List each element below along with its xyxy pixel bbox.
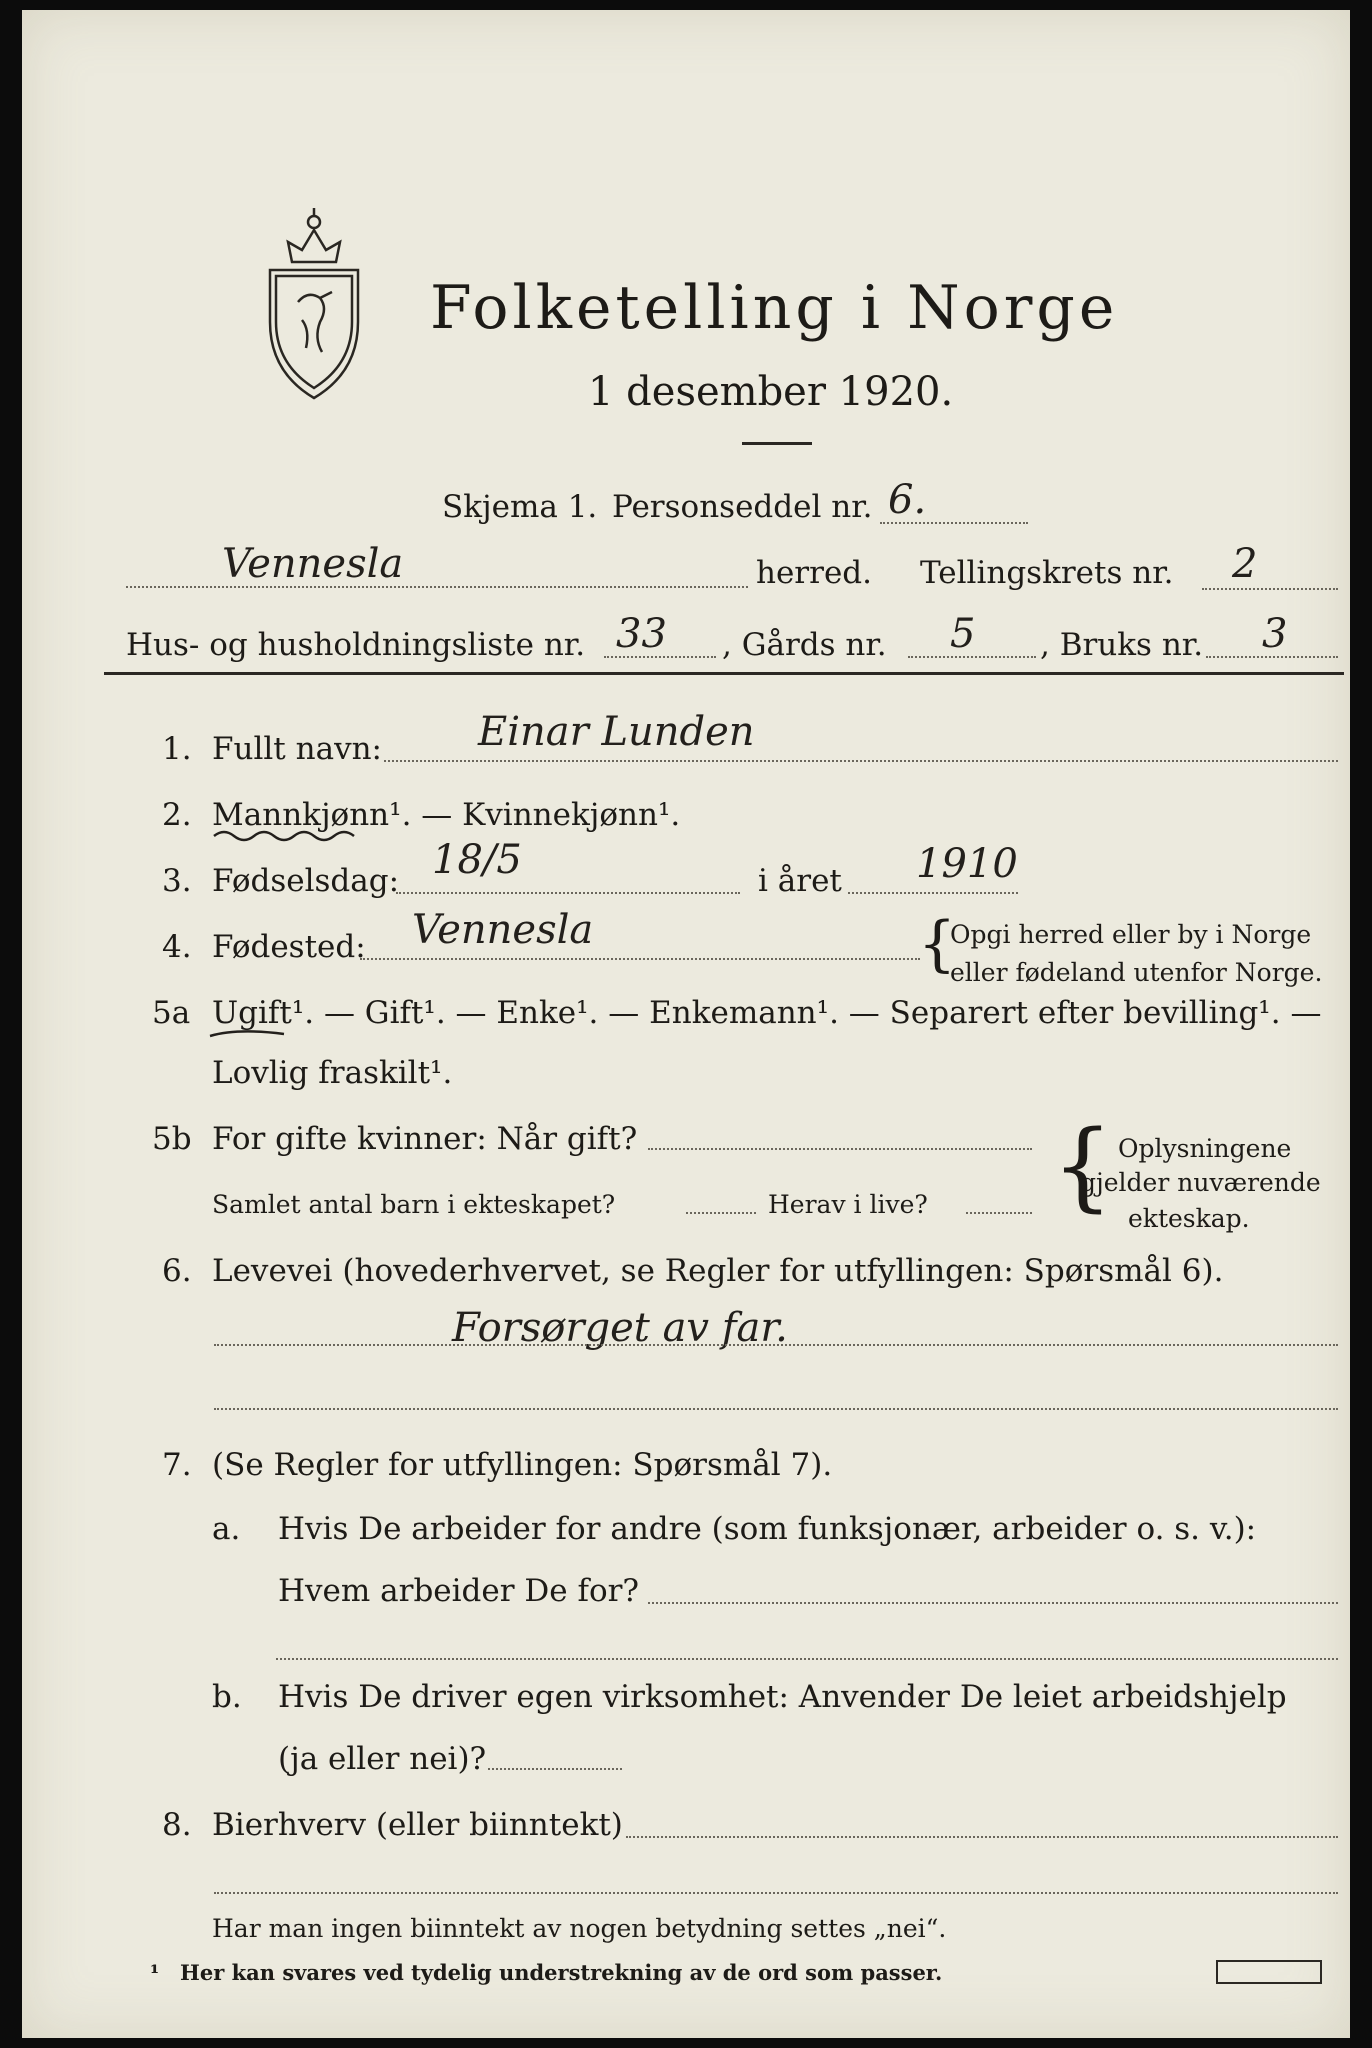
bruks-label: , Bruks nr. [1040, 627, 1204, 663]
q1-line [384, 760, 1338, 762]
q5b-note-line1: Oplysningene [1118, 1134, 1292, 1163]
q2-label: Mannkjønn¹. — Kvinnekjønn¹. [212, 797, 681, 833]
q6-line1 [214, 1344, 1338, 1346]
q7-number: 7. [162, 1447, 192, 1483]
herred-value: Vennesla [222, 541, 404, 587]
hus-value: 33 [616, 611, 667, 657]
q5a-number: 5a [152, 995, 191, 1031]
q6-line2 [214, 1408, 1338, 1410]
q3-label: Fødselsdag: [212, 863, 400, 899]
q5b-label: For gifte kvinner: Når gift? [212, 1121, 638, 1157]
q3-line [396, 892, 740, 894]
q6-label: Levevei (hovederhvervet, se Regler for utfyllingen: Spørsmål 6). [212, 1253, 1224, 1289]
tellingskrets-label: Tellingskrets nr. [920, 555, 1174, 591]
q7b-letter: b. [212, 1679, 242, 1715]
q7b-line [488, 1768, 622, 1770]
form-title: Folketelling i Norge [430, 273, 1119, 343]
hus-label: Hus- og husholdningsliste nr. [126, 627, 586, 663]
q5b-note-line3: ekteskap. [1128, 1204, 1250, 1233]
q7b-label: Hvis De driver egen virksomhet: Anvender De leiet arbeidshjelp [278, 1679, 1287, 1715]
q8-number: 8. [162, 1807, 192, 1843]
q7a-label2: Hvem arbeider De for? [278, 1573, 640, 1609]
q4-brace: { [918, 909, 957, 979]
q5a-label-line2: Lovlig fraskilt¹. [212, 1055, 453, 1091]
census-form [22, 10, 1350, 2038]
q4-value: Vennesla [412, 907, 594, 953]
q5b-note-line2: gjelder nuværende [1080, 1168, 1321, 1197]
q2-number: 2. [162, 797, 192, 833]
q3-number: 3. [162, 863, 192, 899]
q2-underline-mark [212, 828, 362, 844]
q4-line [360, 958, 920, 960]
tellingskrets-value: 2 [1232, 541, 1258, 587]
gards-label: , Gårds nr. [722, 627, 887, 663]
q4-note-line1: Opgi herred eller by i Norge [950, 920, 1312, 949]
q5b-line2 [686, 1212, 756, 1214]
section-divider [104, 672, 1344, 675]
q3-year-line [848, 892, 1018, 894]
q3-value: 18/5 [432, 837, 522, 883]
q5b-brace: { [1052, 1110, 1114, 1222]
skjema-label: Skjema 1. [442, 489, 598, 525]
q5b-line1 [648, 1148, 1032, 1150]
q5a-underline-mark [208, 1026, 288, 1040]
q1-number: 1. [162, 731, 192, 767]
printer-stamp [1216, 1960, 1322, 1984]
q6-value: Forsørget av far. [452, 1305, 788, 1351]
q7-label: (Se Regler for utfyllingen: Spørsmål 7). [212, 1447, 833, 1483]
bruks-line [1206, 656, 1338, 658]
q7a-line2 [276, 1658, 1338, 1660]
q3-year-label: i året [758, 863, 842, 899]
hus-line [604, 656, 716, 658]
form-date: 1 desember 1920. [588, 369, 954, 415]
title-divider [742, 442, 812, 445]
tellingskrets-line [1202, 588, 1338, 590]
personseddel-value: 6. [888, 477, 927, 523]
q1-value: Einar Lunden [478, 709, 755, 755]
personseddel-line [880, 522, 1028, 524]
q5b-number: 5b [152, 1121, 192, 1157]
q7a-letter: a. [212, 1511, 241, 1547]
q7a-line1 [648, 1602, 1338, 1604]
footnote-mark: ¹ [150, 1960, 160, 1985]
coat-of-arms-icon [262, 202, 366, 402]
q8-line2 [214, 1892, 1338, 1894]
personseddel-label: Personseddel nr. [612, 489, 873, 525]
herred-label: herred. [756, 555, 872, 591]
q5b-label3: Herav i live? [768, 1190, 928, 1219]
footer-note: Har man ingen biinntekt av nogen betydning settes „nei“. [212, 1914, 947, 1943]
q4-number: 4. [162, 929, 192, 965]
footnote-text: Her kan svares ved tydelig understrekning av de ord som passer. [180, 1960, 943, 1985]
q8-line1 [626, 1836, 1338, 1838]
q5b-label2: Samlet antal barn i ekteskapet? [212, 1190, 616, 1219]
bruks-value: 3 [1262, 611, 1288, 657]
q5a-label: Ugift¹. — Gift¹. — Enke¹. — Enkemann¹. — Separert efter bevilling¹. — [212, 995, 1322, 1031]
q7b-label2: (ja eller nei)? [278, 1741, 487, 1777]
q4-note-line2: eller fødeland utenfor Norge. [950, 958, 1323, 987]
q1-label: Fullt navn: [212, 731, 382, 767]
q6-number: 6. [162, 1253, 192, 1289]
q4-label: Fødested: [212, 929, 366, 965]
q8-label: Bierhverv (eller biinntekt) [212, 1807, 623, 1843]
gards-line [908, 656, 1036, 658]
gards-value: 5 [950, 611, 976, 657]
q3-year-value: 1910 [916, 841, 1018, 887]
q7a-label: Hvis De arbeider for andre (som funksjonær, arbeider o. s. v.): [278, 1511, 1257, 1547]
herred-line [126, 586, 748, 588]
q5b-line3 [966, 1212, 1032, 1214]
